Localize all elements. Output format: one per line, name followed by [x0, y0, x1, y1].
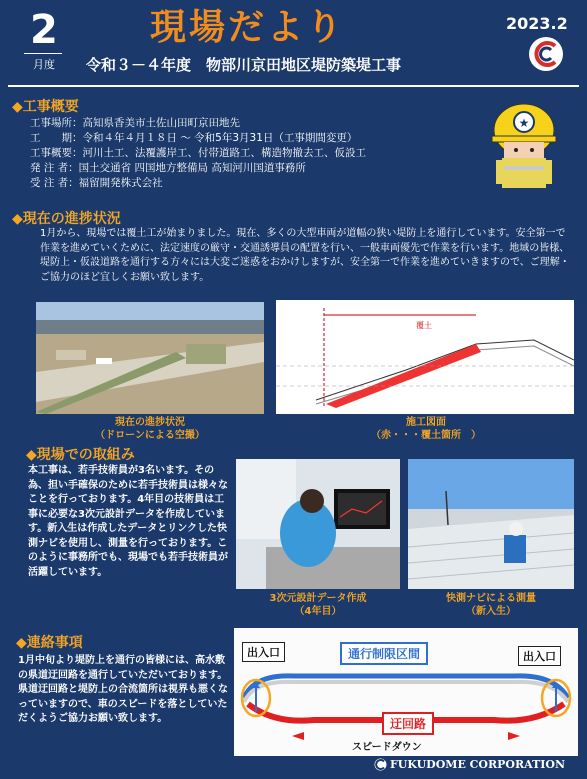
- drawing-caption: 施工図面 （赤・・・覆土箇所 ）: [371, 417, 481, 441]
- month-label: 月度: [33, 58, 55, 71]
- office-photo: [236, 459, 400, 589]
- efforts-heading: ◆現場での取組み: [26, 447, 135, 463]
- svg-text:★: ★: [518, 116, 530, 130]
- progress-body: 1月から、現場では覆土工が始まりました。現在、多くの大型車両が道幅の狭い堤防上を通行しています。安全第一で作業を進めていくために、法定速度の厳守・交通誘導員の配置を行い、一般車両優先で作業を行います。地域の皆様、堤防上・仮設道路を通行する方々には大変ご迷惑をおかけしますが、安全第一で作業を進めていきますので、ご理解・ご協力のほど宜しくお願い致します。: [40, 228, 570, 283]
- mascot-worker-icon: [478, 96, 570, 196]
- header-rule: [8, 85, 579, 87]
- construction-drawing: [276, 300, 574, 414]
- contact-body: 1月中旬より堤防上を通行の皆様には、高水敷の県道迂回路を通行していただいております。県道迂回路と堤防上の合流箇所は視界も悪くなっていますので、車のスピードを落としていただくようご協力お願い致します。: [18, 655, 228, 724]
- overview-row-contractor: 受 注 者：福留開発株式会社: [30, 177, 163, 189]
- overview-list: [30, 116, 480, 191]
- detour-map: [234, 628, 578, 756]
- overview-row-location: 工事場所：高知県香美市土佐山田町京田地先: [30, 117, 240, 129]
- survey-photo-caption: 快測ナビによる測量 （新入生）: [446, 593, 536, 617]
- month-number: 2: [30, 7, 58, 53]
- efforts-body: 本工事は、若手技術員が3名います。その為、担い手確保のために若手技術員は様々なことを行っております。4年目の技術員は工事に必要な3次元設計データを作成しています。新入生は作成したデータとリンクした快測ナビを使用し、測量を行っております。このように事務所でも、現場でも若手技術員が活躍しています。: [28, 465, 228, 578]
- project-subtitle: 令和３－４年度 物部川京田地区堤防築堤工事: [86, 56, 402, 74]
- entrance-left-label: 出入口: [242, 642, 285, 662]
- drone-photo-caption: 現在の進捗状況 （ドローンによる空撮）: [95, 417, 205, 441]
- contact-heading: ◆連絡事項: [16, 635, 83, 651]
- drone-photo: [36, 302, 264, 414]
- footer-logo-icon: [374, 758, 387, 771]
- restricted-section-label: 通行制限区間: [340, 642, 428, 665]
- survey-photo: [408, 459, 574, 589]
- month-divider: [24, 53, 62, 54]
- progress-heading: ◆現在の進捗状況: [12, 211, 121, 227]
- drawing-label: 覆土: [416, 321, 432, 330]
- overview-heading: ◆工事概要: [12, 99, 79, 115]
- issue-date: 2023.2: [506, 14, 568, 33]
- speed-down-label: スピードダウン: [352, 742, 422, 753]
- company-logo-icon: [528, 36, 564, 72]
- newsletter-title: 現場だより: [150, 7, 346, 48]
- detour-label: 迂回路: [382, 712, 434, 735]
- overview-row-period: 工 期：令和４年４月１８日 ～ 令和5年3月31日（工事期間変更）: [30, 132, 358, 144]
- overview-row-summary: 工事概要：河川土工、法覆護岸工、付帯道路工、構造物撤去工、仮設工: [30, 147, 366, 159]
- office-photo-caption: 3次元設計データ作成 （4年目）: [269, 593, 367, 617]
- overview-row-client: 発 注 者：国土交通省 四国地方整備局 高知河川国道事務所: [30, 162, 306, 174]
- footer-company: FUKUDOME CORPORATION: [390, 758, 566, 771]
- entrance-right-label: 出入口: [518, 646, 561, 666]
